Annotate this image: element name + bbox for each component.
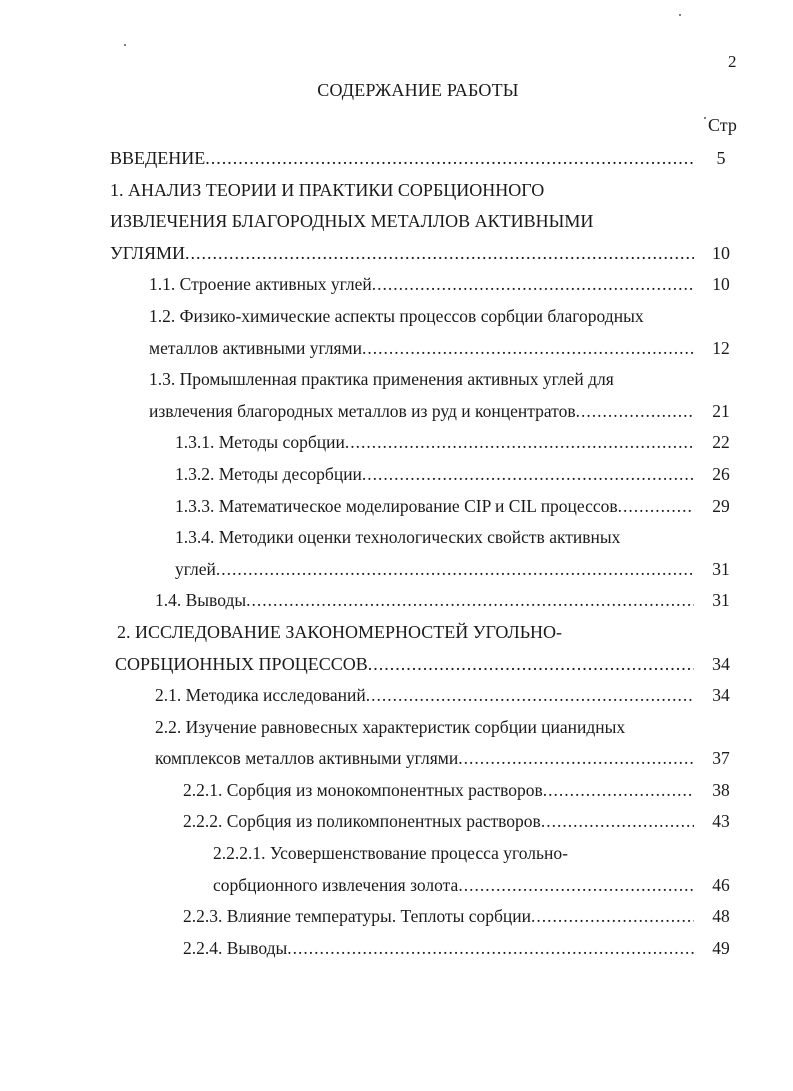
toc-entry-label: 1.3.4. Методики оценки технологических свойств активных <box>175 527 621 548</box>
toc-entry-label: 1.3. Промышленная практика применения активных углей для <box>149 369 614 390</box>
toc-entry-label: 1.4. Выводы <box>155 590 247 611</box>
toc-entry <box>0 176 793 208</box>
dot-leader <box>216 559 694 580</box>
dot-leader <box>543 780 694 801</box>
dot-leader <box>246 590 694 611</box>
table-of-contents <box>0 144 793 965</box>
toc-entry <box>0 555 793 587</box>
toc-entry <box>0 871 793 903</box>
toc-entry-label: 2.2.2.1. Усовершенствование процесса угольно- <box>213 843 568 864</box>
toc-entry-label: СОРБЦИОННЫХ ПРОЦЕССОВ <box>115 653 368 674</box>
toc-entry-page: 21 <box>712 400 730 421</box>
toc-entry-page: 5 <box>716 148 726 168</box>
toc-entry-page: 34 <box>712 653 730 674</box>
toc-entry-page: 34 <box>712 685 730 706</box>
toc-entry-page: 12 <box>712 337 730 358</box>
toc-entry <box>0 902 793 934</box>
dot-leader <box>368 654 694 675</box>
toc-entry-label: комплексов металлов активными углями <box>155 748 459 769</box>
toc-entry-label: углей <box>175 558 216 579</box>
toc-entry <box>0 207 793 239</box>
dot-leader <box>185 243 694 264</box>
toc-entry <box>0 807 793 839</box>
toc-entry-page: 10 <box>712 274 730 295</box>
toc-entry <box>0 492 793 524</box>
toc-entry-label: 1.1. Строение активных углей <box>149 274 372 295</box>
scan-speck <box>124 44 126 46</box>
dot-leader <box>205 148 694 169</box>
toc-entry-label: 2.2.1. Сорбция из монокомпонентных растворов <box>183 779 543 800</box>
toc-entry <box>0 334 793 366</box>
toc-entry <box>0 302 793 334</box>
dot-leader <box>287 938 694 959</box>
dot-leader <box>362 464 694 485</box>
toc-entry <box>0 586 793 618</box>
toc-entry-label: 2.2.3. Влияние температуры. Теплоты сорбции <box>183 906 532 927</box>
toc-entry <box>0 428 793 460</box>
toc-entry-page: 37 <box>712 748 730 769</box>
toc-entry-page: 31 <box>712 558 730 579</box>
dot-leader <box>458 875 694 896</box>
toc-entry <box>0 934 793 966</box>
toc-entry-label: сорбционного извлечения золота <box>213 874 459 895</box>
dot-leader <box>458 748 694 769</box>
dot-leader <box>541 811 694 832</box>
toc-entry-page: 48 <box>712 906 730 927</box>
toc-entry <box>0 744 793 776</box>
toc-entry-label: 2. ИССЛЕДОВАНИЕ ЗАКОНОМЕРНОСТЕЙ УГОЛЬНО- <box>117 621 563 642</box>
toc-entry-label: 1.2. Физико-химические аспекты процессов сорбции благородных <box>149 305 644 326</box>
toc-entry-page: 10 <box>712 242 730 263</box>
toc-entry <box>0 523 793 555</box>
toc-entry-label: 1.3.2. Методы десорбции <box>175 463 362 484</box>
toc-entry-label: 1.3.3. Математическое моделирование CIP и CIL процессов <box>175 495 618 516</box>
toc-entry <box>0 270 793 302</box>
dot-leader <box>531 906 694 927</box>
toc-entry <box>0 681 793 713</box>
dot-leader <box>345 432 694 453</box>
toc-entry-label: металлов активными углями <box>149 337 362 358</box>
dot-leader <box>372 274 694 295</box>
toc-entry-page: 43 <box>712 811 730 832</box>
toc-entry-label: 1. АНАЛИЗ ТЕОРИИ И ПРАКТИКИ СОРБЦИОННОГО <box>110 179 545 200</box>
toc-entry <box>0 776 793 808</box>
toc-entry <box>0 397 793 429</box>
toc-entry <box>0 460 793 492</box>
toc-entry <box>0 713 793 745</box>
toc-entry-page: 31 <box>712 590 730 611</box>
dot-leader <box>618 496 694 517</box>
toc-entry-page: 46 <box>712 874 730 895</box>
toc-entry <box>0 618 793 650</box>
toc-entry-page: 29 <box>712 495 730 516</box>
toc-entry-page: 22 <box>712 432 730 453</box>
scan-speck <box>704 117 706 119</box>
page-number: 2 <box>728 52 737 71</box>
toc-entry <box>0 144 793 176</box>
toc-entry-label: УГЛЯМИ <box>110 242 186 263</box>
toc-entry-label: извлечения благородных металлов из руд и концентратов <box>149 400 576 421</box>
page-column-label: Стр <box>708 115 737 135</box>
dot-leader <box>576 401 694 422</box>
dot-leader <box>362 338 694 359</box>
toc-entry <box>0 239 793 271</box>
toc-entry-label: 2.1. Методика исследований <box>155 685 366 706</box>
toc-entry-label: 2.2.4. Выводы <box>183 937 288 958</box>
page-title: СОДЕРЖАНИЕ РАБОТЫ <box>317 80 519 100</box>
toc-entry-label: ВВЕДЕНИЕ <box>110 148 206 168</box>
toc-entry-label: ИЗВЛЕЧЕНИЯ БЛАГОРОДНЫХ МЕТАЛЛОВ АКТИВНЫМИ <box>110 211 594 232</box>
scan-speck <box>679 14 681 16</box>
dot-leader <box>366 685 694 706</box>
toc-entry-label: 2.2. Изучение равновесных характеристик сорбции цианидных <box>155 716 626 737</box>
toc-entry-label: 2.2.2. Сорбция из поликомпонентных растворов <box>183 811 541 832</box>
toc-entry-label: 1.3.1. Методы сорбции <box>175 432 345 453</box>
toc-entry-page: 26 <box>712 463 730 484</box>
toc-entry-page: 38 <box>712 779 730 800</box>
toc-entry <box>0 650 793 682</box>
toc-entry <box>0 839 793 871</box>
toc-entry <box>0 365 793 397</box>
toc-entry-page: 49 <box>712 937 730 958</box>
